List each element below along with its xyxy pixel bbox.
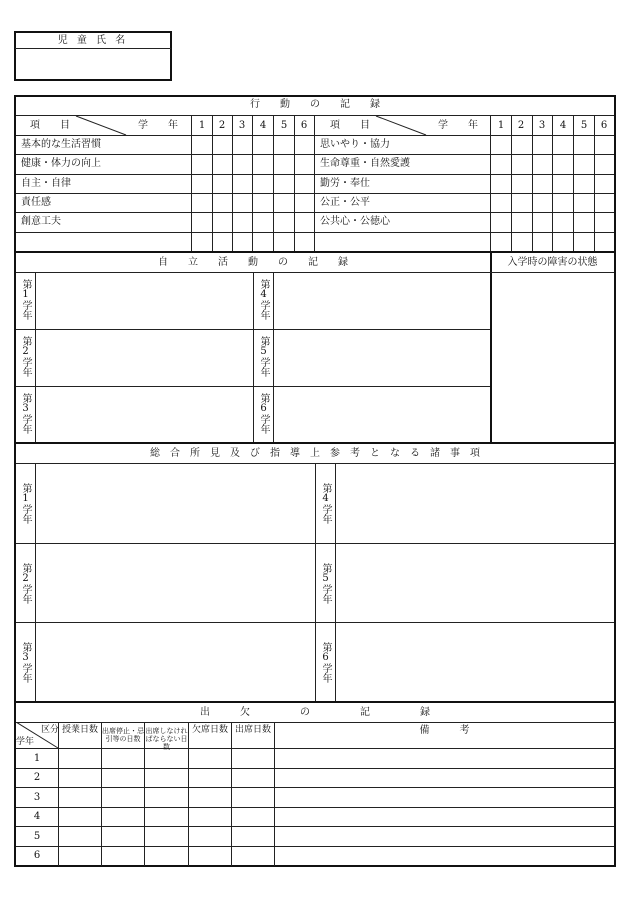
independence-title: 自 立 活 動 の 記 録 <box>158 257 348 268</box>
behavior-item-label-left: 項 目 <box>30 120 70 131</box>
behavior-grade-right-2: 2 <box>517 120 525 131</box>
attendance-col-days: 授業日数 <box>61 725 98 735</box>
behavior-grade-left-4: 4 <box>259 120 267 131</box>
overall-title: 総 合 所 見 及 び 指 導 上 参 考 と な る 諸 事 項 <box>150 448 480 459</box>
overall-year-5: 第5学年 <box>320 563 331 604</box>
overall-year-2: 第2学年 <box>20 563 31 604</box>
behavior-item-right: 公共心・公徳心 <box>320 216 390 227</box>
behavior-grade-left-3: 3 <box>238 120 246 131</box>
independence-year-6: 第6学年 <box>258 393 269 434</box>
overall-year-6: 第6学年 <box>320 642 331 683</box>
attendance-row-grade: 6 <box>33 850 41 861</box>
attendance-col-suspension: 出席停止・忌引等の日数 <box>102 727 144 743</box>
behavior-item-left: 基本的な生活習慣 <box>21 139 101 150</box>
overall-year-3: 第3学年 <box>20 642 31 683</box>
behavior-grade-label-right: 学 年 <box>438 120 478 131</box>
independence-year-4: 第4学年 <box>258 279 269 320</box>
behavior-item-right: 公正・公平 <box>320 197 370 208</box>
behavior-item-right: 勤労・奉仕 <box>320 178 370 189</box>
child-name-field[interactable] <box>20 58 166 74</box>
behavior-item-right: 思いやり・協力 <box>320 139 390 150</box>
attendance-grade-label: 学年 <box>16 737 35 747</box>
attendance-col-present: 出席日数 <box>234 725 271 735</box>
attendance-title: 出 欠 の 記 録 <box>200 707 430 718</box>
attendance-row-grade: 4 <box>33 811 41 822</box>
independence-year-1: 第1学年 <box>20 279 31 320</box>
behavior-item-left: 責任感 <box>21 197 51 208</box>
behavior-grade-right-6: 6 <box>600 120 608 131</box>
child-name-label: 児 童 氏 名 <box>57 35 129 46</box>
behavior-grade-right-3: 3 <box>538 120 546 131</box>
independence-year-5: 第5学年 <box>258 336 269 377</box>
behavior-grade-right-1: 1 <box>497 120 505 131</box>
disability-title: 入学時の障害の状態 <box>507 257 598 268</box>
attendance-category-label: 区分 <box>41 725 60 735</box>
behavior-grade-left-1: 1 <box>198 120 206 131</box>
behavior-grade-left-5: 5 <box>280 120 288 131</box>
independence-year-3: 第3学年 <box>20 393 31 434</box>
behavior-item-left: 自主・自律 <box>21 178 71 189</box>
behavior-grade-left-2: 2 <box>218 120 226 131</box>
behavior-item-label-right: 項 目 <box>330 120 370 131</box>
behavior-grade-right-4: 4 <box>559 120 567 131</box>
attendance-col-remarks: 備 考 <box>419 725 470 736</box>
attendance-col-absent: 欠席日数 <box>191 725 228 735</box>
attendance-row-grade: 3 <box>33 792 41 803</box>
attendance-row-grade: 5 <box>33 831 41 842</box>
behavior-grade-right-5: 5 <box>580 120 588 131</box>
behavior-item-left: 創意工夫 <box>21 216 61 227</box>
attendance-row-grade: 2 <box>33 772 41 783</box>
behavior-grade-left-6: 6 <box>300 120 308 131</box>
behavior-grade-label-left: 学 年 <box>138 120 178 131</box>
overall-year-4: 第4学年 <box>320 483 331 524</box>
behavior-item-left: 健康・体力の向上 <box>21 158 101 169</box>
independence-year-2: 第2学年 <box>20 336 31 377</box>
overall-year-1: 第1学年 <box>20 483 31 524</box>
behavior-item-right: 生命尊重・自然愛護 <box>320 158 410 169</box>
attendance-row-grade: 1 <box>33 753 41 764</box>
behavior-title: 行 動 の 記 録 <box>250 99 380 110</box>
attendance-col-required: 出席しなければならない日数 <box>145 727 188 751</box>
